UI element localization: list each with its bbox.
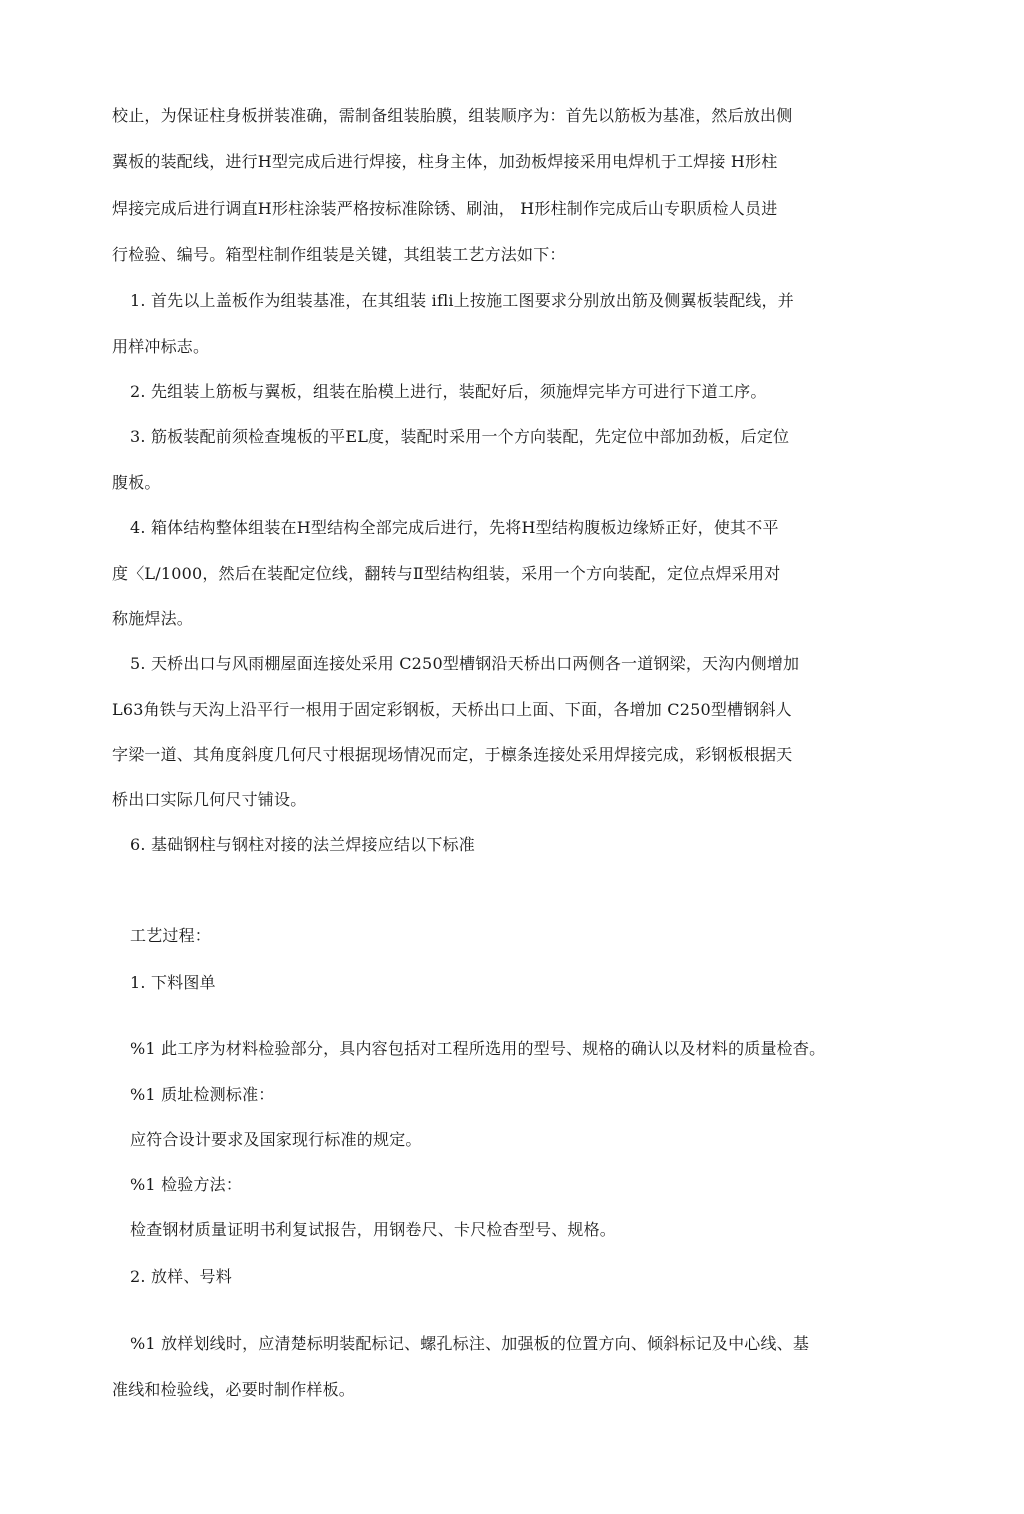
step-3-line-1: 3. 筋板装配前须检查塊板的平EL度，装配时采用一个方向装配，先定位中部加劲板，后定位 <box>130 427 790 446</box>
step-3-line-2: 腹板。 <box>112 473 161 492</box>
step-4-line-1: 4. 箱体结构整体组装在H型结构全部完成后进行，先将H型结构腹板边缘矫正好，使其不平 <box>130 518 779 537</box>
step-2-line-1: 2. 先组装上筋板与翼板，组装在胎模上进行，装配好后，须施焊完毕方可进行下道工序。 <box>130 382 767 401</box>
intro-line-3: 焊接完成后进行调直H形柱涂装严格按标准除锈、刷油， H形柱制作完成后山专职质检人员进 <box>112 199 778 218</box>
process-item-1: %1 此工序为材料检验部分，具内容包括对工程所选用的型号、规格的确认以及材料的质量检杳。 <box>130 1039 826 1058</box>
intro-line-4: 行检验、编号。箱型柱制作组装是关键，其组装工艺方法如下： <box>112 245 566 264</box>
process-item-2: %1 质址检测标准： <box>130 1085 275 1104</box>
process-item-4-line-2: 准线和检验线，必要时制作样板。 <box>112 1380 356 1399</box>
process-item-3: %1 检验方法： <box>130 1175 243 1194</box>
process-heading: 工艺过程： <box>130 926 212 945</box>
process-subheading-2: 2. 放样、号料 <box>130 1267 232 1286</box>
step-4-line-3: 称施焊法。 <box>112 609 194 628</box>
process-item-4-line-1: %1 放样划线时，应清楚标明装配标记、螺孔标注、加强板的位置方向、倾斜标记及中心线、基 <box>130 1334 810 1353</box>
process-subheading-1: 1. 下料图单 <box>130 973 216 992</box>
step-6-line-1: 6. 基础钢柱与钢柱对接的法兰焊接应结以下标准 <box>130 835 475 854</box>
step-5-line-2: L63角铁与天沟上沿平行一根用于固定彩钢板，天桥出口上面、下面，各增加 C250型槽钢斜人 <box>112 700 792 719</box>
step-5-line-1: 5. 天桥出口与风雨棚屋面连接处采用 C250型槽钢沿天桥出口两侧各一道钢梁，天沟内侧增加 <box>130 654 800 673</box>
step-5-line-4: 桥出口实际几何尺寸铺设。 <box>112 790 307 809</box>
process-text-3: 检查钢材质量证明书利复试报告，用钢卷尺、卡尺检杳型号、规格。 <box>130 1220 617 1239</box>
intro-line-1: 校止，为保证柱身板拼装准确，需制备组装胎膜，组装顺序为：首先以筋板为基准，然后放出侧 <box>112 106 793 125</box>
step-4-line-2: 度〈L/1000，然后在装配定位线，翻转与Ⅱ型结构组装，采用一个方向装配，定位点焊采用对 <box>112 564 781 583</box>
step-1-line-2: 用样冲标志。 <box>112 337 210 356</box>
step-1-line-1: 1. 首先以上盖板作为组装基准，在其组装 ifli上按施工图要求分别放出筋及侧翼板装配线，并 <box>130 291 794 310</box>
process-text-2: 应符合设计要求及国家现行标准的规定。 <box>130 1130 422 1149</box>
step-5-line-3: 字梁一道、其角度斜度几何尺寸根据现场情况而定，于檩条连接处采用焊接完成，彩钢板根据天 <box>112 745 793 764</box>
intro-line-2: 翼板的装配线，进行H型完成后进行焊接，柱身主体，加劲板焊接采用电焊机于工焊接 H形柱 <box>112 152 778 171</box>
